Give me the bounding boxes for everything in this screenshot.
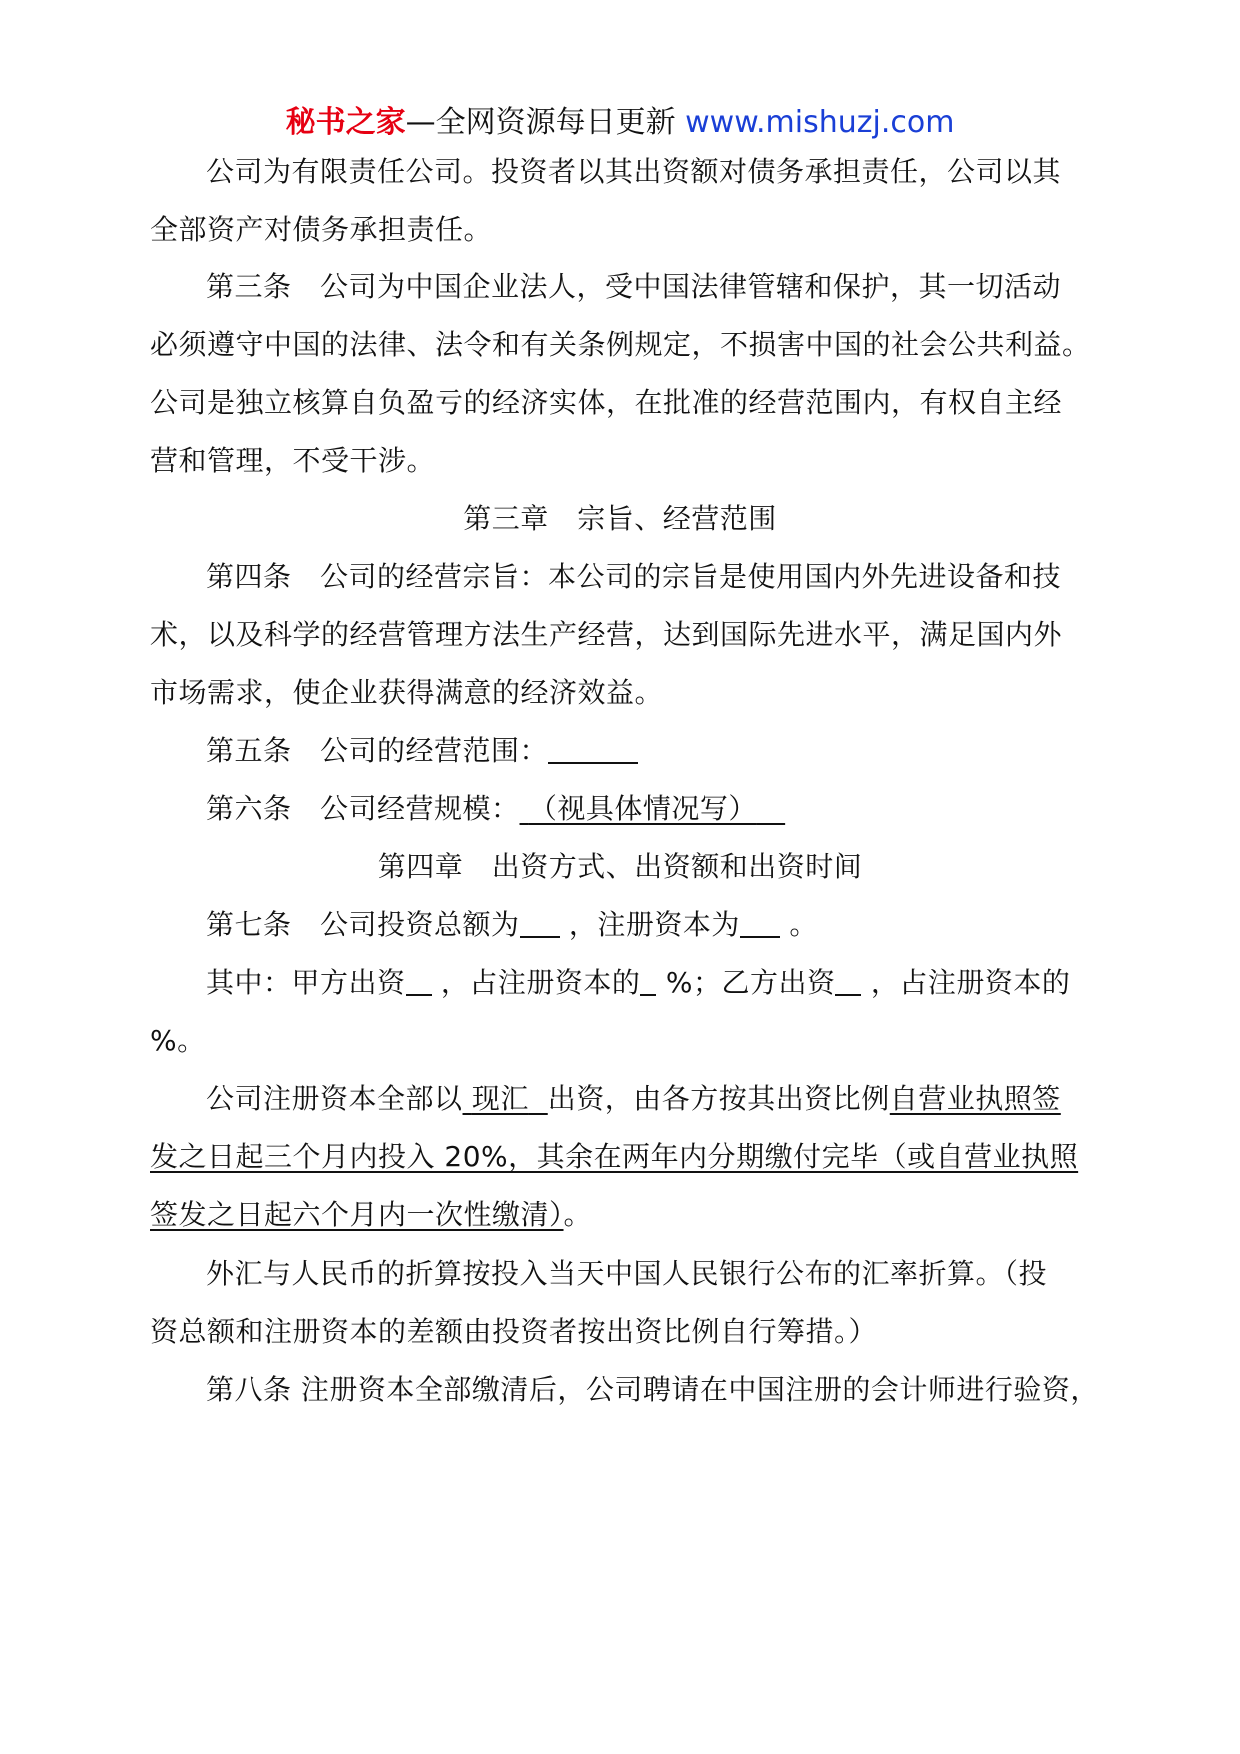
page-header: [0, 100, 1240, 146]
share-text-c: %；乙方出资: [665, 966, 836, 999]
paragraph-line: 公司是独立核算自负盈亏的经济实体，在批准的经营范围内，有权自主经: [150, 386, 1063, 419]
paragraph-line: 外汇与人民币的折算按投入当天中国人民银行公布的汇率折算。（投: [206, 1257, 1048, 1290]
article-5-text: 第五条 公司的经营范围：: [206, 734, 549, 767]
header-brand: 秘书之家: [285, 105, 406, 140]
paragraph-line: %。: [150, 1024, 206, 1057]
paragraph-line: 资总额和注册资本的差额由投资者按出资比例自行筹措。）: [150, 1315, 878, 1348]
paragraph-line: 全部资产对债务承担责任。: [150, 213, 493, 246]
article-7-line: [206, 905, 818, 945]
share-text-b: ，占注册资本的: [440, 966, 641, 999]
capital-text-a: 公司注册资本全部以: [206, 1082, 463, 1115]
paragraph-line: [150, 1195, 592, 1235]
article-5-line: [206, 731, 638, 771]
header-tagline: —全网资源每日更新: [405, 105, 676, 140]
paragraph-line: [206, 1079, 1061, 1119]
capital-schedule-underlined: 签发之日起六个月内一次性缴清）: [150, 1198, 564, 1231]
article-7-text-a: 第七条 公司投资总额为: [206, 908, 520, 941]
period: 。: [563, 1198, 593, 1231]
fill-blank: [835, 964, 861, 996]
fill-blank: [548, 732, 638, 764]
paragraph-line: 营和管理，不受干涉。: [150, 444, 436, 477]
share-text-d: ，占注册资本的: [870, 966, 1071, 999]
paragraph-line: [206, 963, 1070, 1003]
article-6-text: 第六条 公司经营规模：: [206, 792, 520, 825]
article-6-underlined: （视具体情况写）: [528, 792, 757, 825]
fill-blank: [520, 906, 560, 938]
fill-blank: [740, 906, 780, 938]
paragraph-line: 术，以及科学的经营管理方法生产经营，达到国际先进水平，满足国内外: [150, 618, 1063, 651]
capital-cash-underlined: 现汇: [471, 1082, 529, 1115]
article-7-text-b: ，注册资本为: [568, 908, 740, 941]
chapter-4-heading: 第四章 出资方式、出资额和出资时间: [377, 850, 863, 883]
article-3-line: 第三条 公司为中国企业法人，受中国法律管辖和保护，其一切活动: [206, 270, 1062, 303]
fill-blank: [406, 964, 432, 996]
article-7-text-c: 。: [789, 908, 818, 941]
paragraph-line: 公司为有限责任公司。投资者以其出资额对债务承担责任，公司以其: [206, 155, 1062, 188]
article-4-line: 第四条 公司的经营宗旨：本公司的宗旨是使用国内外先进设备和技: [206, 560, 1062, 593]
paragraph-line: 市场需求，使企业获得满意的经济效益。: [150, 676, 664, 709]
chapter-3-heading: 第三章 宗旨、经营范围: [463, 502, 777, 535]
article-6-line: [206, 789, 785, 829]
capital-text-c: 出资，由各方按其出资比例: [547, 1082, 890, 1115]
header-url-link[interactable]: www.mishuzj.com: [685, 105, 955, 140]
fill-blank: [640, 964, 656, 996]
paragraph-line: 必须遵守中国的法律、法令和有关条例规定，不损害中国的社会公共利益。: [150, 328, 1091, 361]
article-8-line: 第八条 注册资本全部缴清后，公司聘请在中国注册的会计师进行验资，: [206, 1373, 1099, 1406]
share-text-a: 其中：甲方出资: [206, 966, 406, 999]
capital-schedule-underlined: 自营业执照签: [889, 1082, 1061, 1115]
paragraph-line-underlined: 发之日起三个月内投入 20%，其余在两年内分期缴付完毕（或自营业执照: [150, 1140, 1079, 1173]
